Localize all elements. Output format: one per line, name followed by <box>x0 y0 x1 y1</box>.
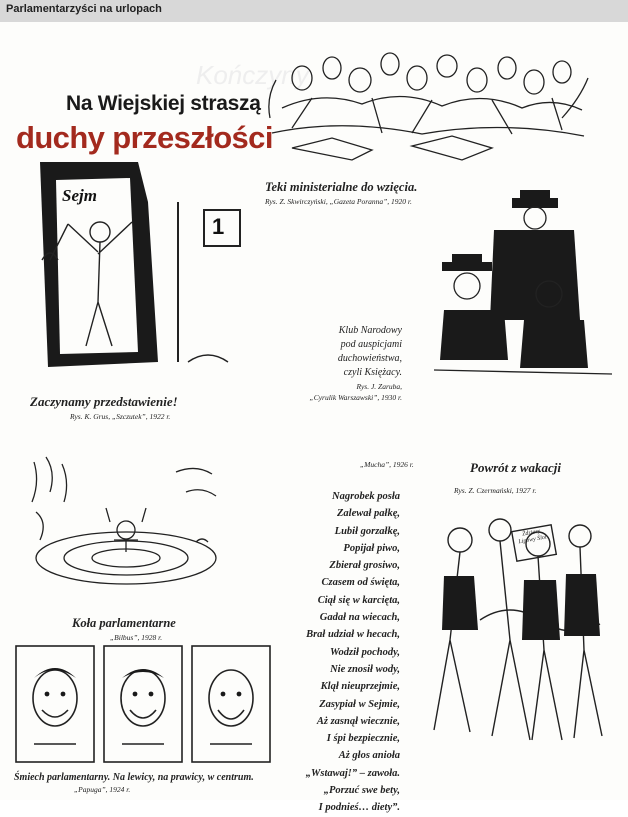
smiech-credit: „Papuga”, 1924 r. <box>74 785 131 794</box>
poem-line: Czasem od święta, <box>321 577 400 589</box>
klub-line2: pod auspicjami <box>340 339 402 350</box>
klub-credit1: Rys. J. Zaruba, <box>356 382 402 391</box>
powrot-caption <box>454 460 562 495</box>
poem-line: Gadał na wiecach, <box>319 612 400 624</box>
poem-nagrobek <box>270 488 400 817</box>
klub-line4: czyli Księżacy. <box>343 367 402 378</box>
poem-line: Wodził pochody, <box>330 646 400 658</box>
klub-cartoon <box>424 190 620 386</box>
poem-line: Zasypiał w Sejmie, <box>319 698 400 710</box>
poem-title: Nagrobek posła <box>332 491 400 502</box>
poem-line: Zbierał grosiwo, <box>329 560 400 572</box>
klub-caption <box>262 324 402 402</box>
teki-cartoon <box>262 38 592 166</box>
magazine-page <box>0 22 628 814</box>
poem-line: „Porzuć swe bety, <box>323 785 400 797</box>
klub-line1: Klub Narodowy <box>338 325 402 336</box>
poem-line: „Wstawaj!” – zawoła. <box>305 767 400 779</box>
klub-line3: duchowieństwa, <box>337 353 402 364</box>
teki-title: Teki ministerialne do wzięcia. <box>265 180 418 194</box>
powrot-title: Powrót z wakacji <box>470 460 562 475</box>
sejm-number: 1 <box>212 214 225 239</box>
poem-line: Brał udział w hecach, <box>306 629 400 641</box>
poem-line: Klął nieuprzejmie, <box>320 681 400 693</box>
teki-caption <box>265 180 417 206</box>
kola-cartoon <box>26 452 236 592</box>
sejm-caption <box>30 394 178 421</box>
kola-caption <box>72 616 176 642</box>
sejm-title: Zaczynamy przedstawienie! <box>30 394 178 409</box>
section-header-bar <box>0 0 628 22</box>
poem-source: „Mucha”, 1926 r. <box>360 460 414 469</box>
klub-credit2: „Cyrulik Warszawski”, 1930 r. <box>309 393 402 402</box>
poem-line: Lubił gorzałkę, <box>334 525 400 537</box>
powrot-credit: Rys. Z. Czermański, 1927 r. <box>454 486 537 495</box>
poem-line: I podnieś… diety”. <box>318 802 400 814</box>
headline-line1: Na Wiejskiej straszą <box>66 92 261 115</box>
smiech-caption <box>14 772 254 794</box>
poem-line: Zalewał pałkę, <box>337 508 400 520</box>
smiech-cartoon <box>14 644 272 764</box>
poem-line: Ciął się w karcięta, <box>317 594 400 606</box>
poem-line: I śpi bezpiecznie, <box>326 733 400 745</box>
sejm-credit: Rys. K. Grus, „Szczutek”, 1922 r. <box>70 412 171 421</box>
poem-line: Aż zasnął wiecznie, <box>316 715 400 727</box>
sejm-sign: Sejm <box>62 186 97 205</box>
headline-line2: duchy przeszłości <box>16 120 273 155</box>
faint-background-print: Kończyny <box>196 60 309 90</box>
kola-title: Koła parlamentarne <box>72 616 176 630</box>
powrot-sign: Ździary Lipowy Ślot <box>517 528 548 546</box>
poem-line: Nie znosił wody, <box>330 663 400 675</box>
kola-credit: „Bilbus”, 1928 r. <box>110 633 163 642</box>
poem-line: Popijał piwo, <box>343 542 400 554</box>
smiech-title: Śmiech parlamentarny. Na lewicy, na prawicy, w centrum. <box>14 772 254 783</box>
poem-line: Aż głos anioła <box>338 750 400 762</box>
section-header: Parlamentarzyści na urlopach <box>6 3 162 15</box>
teki-credit: Rys. Z. Skwirczyński, „Gazeta Poranna”, 1920 r. <box>265 197 412 206</box>
